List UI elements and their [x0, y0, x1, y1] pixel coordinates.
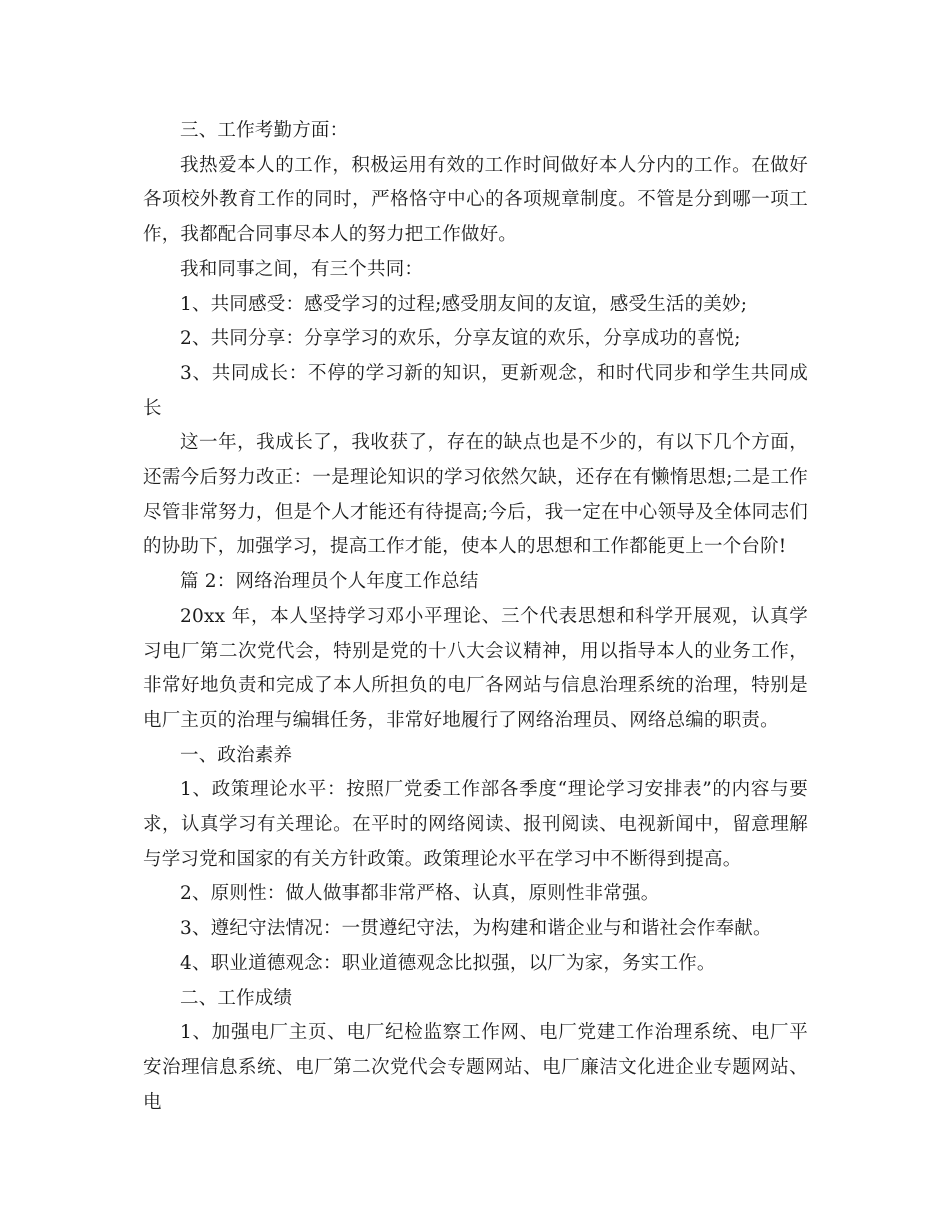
list-item-website-management: 1、加强电厂主页、电厂纪检监察工作网、电厂党建工作治理系统、电厂平安治理信息系统、电厂第二次党代会专题网站、电厂廉洁文化进企业专题网站、电	[143, 1022, 808, 1113]
list-item-principle: 2、原则性：做人做事都非常严格、认真，原则性非常强。	[180, 883, 660, 905]
paragraph-work-attitude: 我热爱本人的工作，积极运用有效的工作时间做好本人分内的工作。在做好各项校外教育工作的同时，严格恪守中心的各项规章制度。不管是分到哪一项工作，我都配合同事尽本人的努力把工作做好。	[143, 154, 808, 246]
list-item-law-abiding: 3、遵纪守法情况：一贯遵纪守法，为构建和谐企业与和谐社会作奉献。	[180, 918, 772, 940]
article-title-part-2: 篇 2：网络治理员个人年度工作总结	[180, 571, 479, 593]
section-heading-political-quality: 一、政治素养	[180, 744, 293, 766]
list-item-common-sharing: 2、共同分享：分享学习的欢乐，分享友谊的欢乐，分享成功的喜悦;	[180, 328, 741, 350]
list-item-policy-theory: 1、政策理论水平：按照厂党委工作部各季度“理论学习安排表”的内容与要求，认真学习有关理论。在平时的网络阅读、报刊阅读、电视新闻中，留意理解与学习党和国家的有关方针政策。政策理论水平在学习中不断得到提高。	[143, 779, 808, 870]
list-item-professional-ethics: 4、职业道德观念：职业道德观念比拟强，以厂为家，务实工作。	[180, 952, 716, 974]
list-item-common-feeling: 1、共同感受：感受学习的过程;感受朋友间的友谊，感受生活的美妙;	[180, 293, 748, 315]
list-item-common-growth: 3、共同成长：不停的学习新的知识，更新观念，和时代同步和学生共同成长	[143, 362, 808, 419]
paragraph-annual-summary: 20xx 年，本人坚持学习邓小平理论、三个代表思想和科学开展观，认真学习电厂第二次党代会，特别是党的十八大会议精神，用以指导本人的业务工作，非常好地负责和完成了本人所担负的电厂各网站与信息治理系统的治理，特别是电厂主页的治理与编辑任务，非常好地履行了网络治理员、网络总编的职责。	[143, 605, 808, 731]
document-page	[143, 114, 808, 1120]
section-heading-attendance: 三、工作考勤方面：	[180, 120, 349, 141]
paragraph-three-commons-intro: 我和同事之间，有三个共同：	[180, 258, 424, 280]
section-heading-work-achievements: 二、工作成绩	[180, 987, 293, 1009]
paragraph-year-review: 这一年，我成长了，我收获了，存在的缺点也是不少的，有以下几个方面，还需今后努力改正：一是理论知识的学习依然欠缺，还存在有懒惰思想;二是工作尽管非常努力，但是个人才能还有待提高;今后，我一定在中心领导及全体同志们的协助下，加强学习，提高工作才能，使本人的思想和工作都能更上一个台阶!	[143, 432, 808, 558]
